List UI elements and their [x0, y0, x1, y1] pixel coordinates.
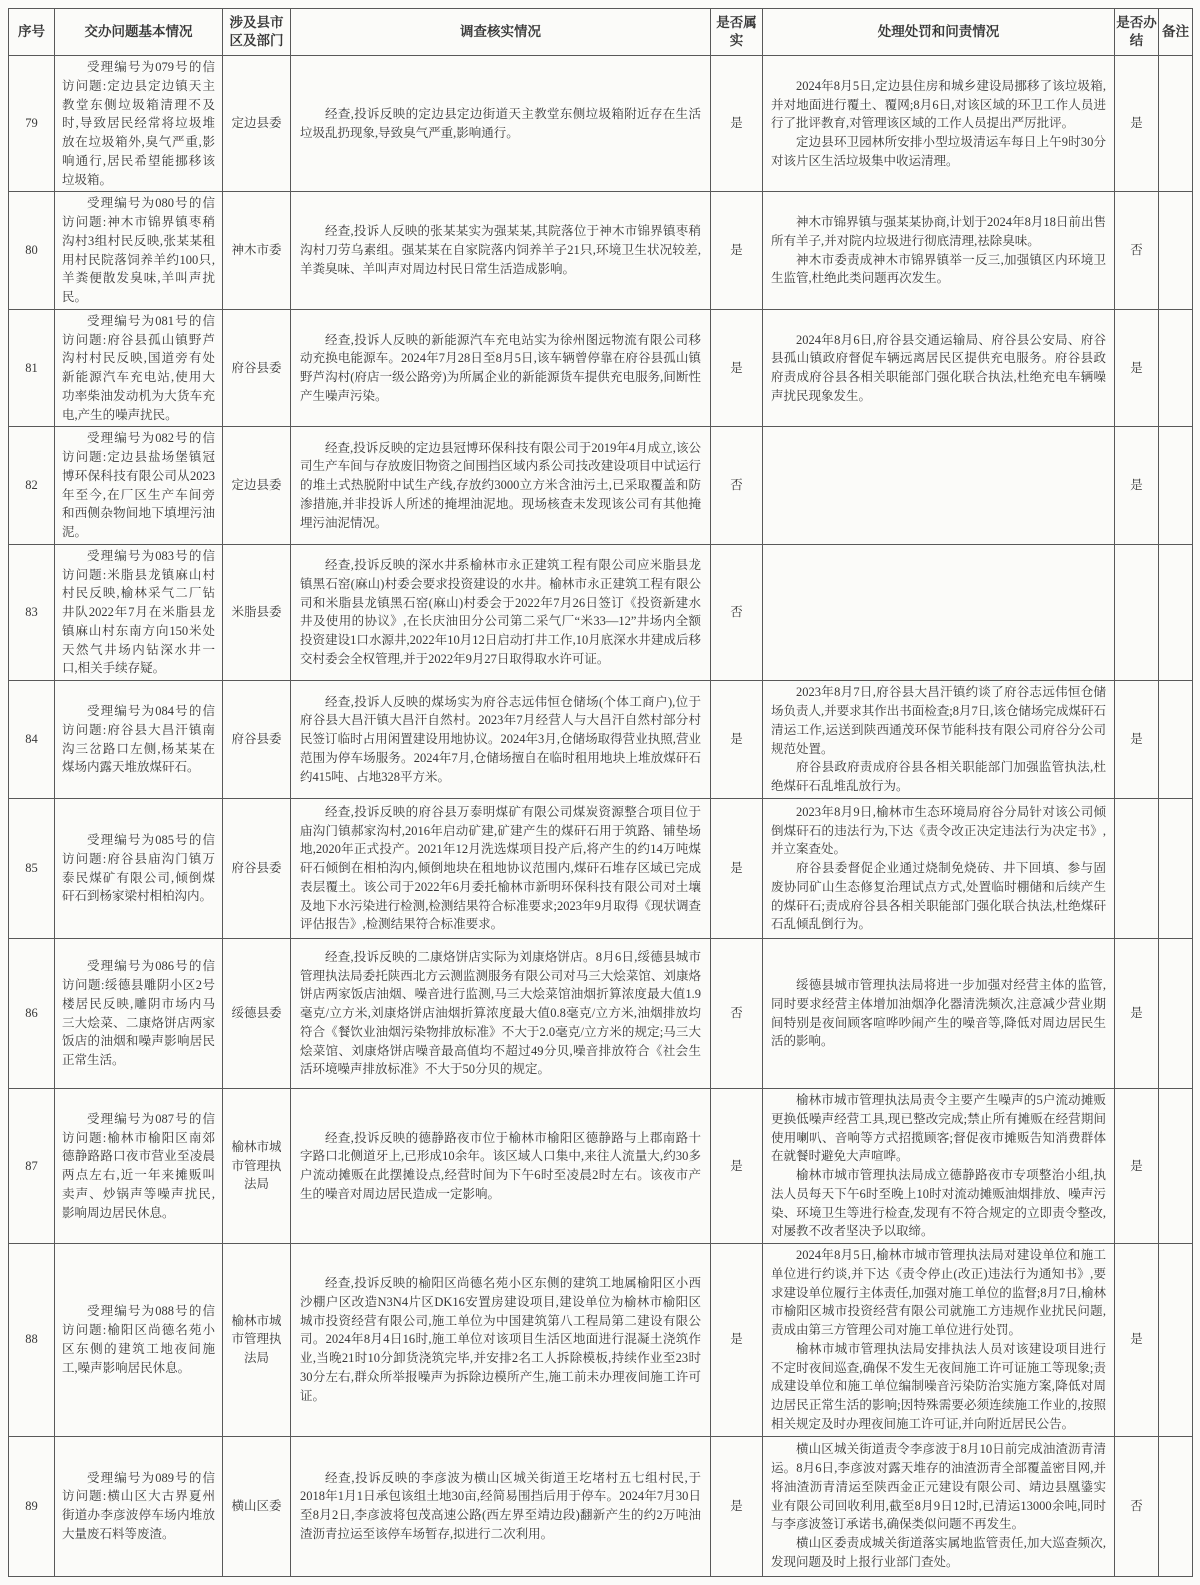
- handling-cell: [763, 1244, 1115, 1437]
- investigation-text: 经查,投诉反映的榆阳区尚德名苑小区东侧的建筑工地属榆阳区小西沙棚户区改造N3N4片区DK16安置房建设项目,建设单位为榆林市榆阳区城市投资经营有限公司,施工单位为中国建筑第八工程局第二建设有限公司。2024年8月4日16时,施工单位对该项目生活区地面进行混凝土浇筑作业,当晚21时10分卸货浇筑完毕,并安排2名工人拆除模板,持续作业至23时30分左右,群众所举报噪声为拆除边模所产生,施工前未办理夜间施工许可证。: [300, 1276, 701, 1403]
- remark-cell: [1159, 309, 1193, 427]
- investigation-cell: [291, 309, 711, 427]
- investigation-cell: [291, 799, 711, 939]
- handling-paragraph: 府谷县委督促企业通过烧制免烧砖、井下回填、参与固废协同矿山生态修复治理试点方式,处置临时棚储和后续产生的煤矸石;责成府谷县各相关职能部门强化联合执法,杜绝煤矸石乱倾乱倒行为。: [771, 861, 1106, 932]
- remark-cell: [1159, 799, 1193, 939]
- is-closed-cell: [1115, 799, 1159, 939]
- remark-cell: [1159, 1436, 1193, 1576]
- region-cell: 榆林市城市管理执法局: [223, 1089, 291, 1244]
- case-table: [8, 8, 1193, 1577]
- region-cell: 榆林市城市管理执法局: [223, 1244, 291, 1437]
- table-row: [9, 56, 1193, 192]
- row-number-cell: 85: [9, 799, 55, 939]
- problem-cell: [55, 544, 223, 680]
- region-cell: 府谷县委: [223, 309, 291, 427]
- handling-paragraph: 横山区城关街道责令李彦波于8月10日前完成油渣沥青清运。8月6日,李彦波对露天堆存的油渣沥青全部覆盖密目网,并将油渣沥青清运至陕西金正元建设有限公司、靖边县凰鍌实业有限公司回收利用,截至8月9日12时,已清运13000余吨,同时与李彦波签订承诺书,确保类似问题不再发生。: [771, 1442, 1106, 1532]
- problem-text: 受理编号为085号的信访问题:府谷县庙沟门镇万泰民煤矿有限公司,倾倒煤矸石到杨家梁村相柏沟内。: [62, 833, 215, 904]
- column-header: 是否属实: [711, 9, 763, 56]
- is-true-cell: 否: [711, 544, 763, 680]
- problem-cell: [55, 1089, 223, 1244]
- petition-cases-sheet: [8, 8, 1192, 1577]
- handling-paragraph: 神木市锦界镇与强某某协商,计划于2024年8月18日前出售所有羊子,并对院内垃圾进行彻底清理,祛除臭味。: [771, 215, 1106, 248]
- column-header: 涉及县市区及部门: [223, 9, 291, 56]
- table-row: [9, 309, 1193, 427]
- is-true-cell: 否: [711, 427, 763, 545]
- remark-cell: [1159, 427, 1193, 545]
- investigation-text: 经查,投诉反映的定边县冠博环保科技有限公司于2019年4月成立,该公司生产车间与存放废旧物资之间围挡区域内系公司技改建设项目中试运行的堆土式热脱附中试生产线,存放约3000立方米含油污土,已采取覆盖和防渗措施,并非投诉人所述的掩埋油泥地。现场核查未发现该公司有其他掩埋污油泥情况。: [300, 440, 701, 530]
- region-cell: 神木市委: [223, 192, 291, 310]
- investigation-text: 经查,投诉人反映的新能源汽车充电站实为徐州图远物流有限公司移动充换电能源车。2024年7月28日至8月5日,该车辆曾停靠在府谷县孤山镇野芦沟村(府店一级公路旁)为所属企业的新能源货车提供充电服务,间断性产生噪声污染。: [300, 332, 701, 403]
- handling-cell: [763, 681, 1115, 799]
- row-number-cell: 79: [9, 56, 55, 192]
- investigation-text: 经查,投诉反映的二康烙饼店实际为刘康烙饼店。8月6日,绥德县城市管理执法局委托陕西北方云测监测服务有限公司对马三大烩菜馆、刘康烙饼店两家饭店油烟、噪音进行监测,马三大烩菜馆油烟折算浓度最大值1.9毫克/立方米,刘康烙饼店油烟折算浓度最大值0.8毫克/立方米,油烟排放均符合《餐饮业油烟污染物排放标准》不大于2.0毫克/立方米的规定;马三大烩菜馆、刘康烙饼店噪音最高值均不超过49分贝,噪音排放符合《社会生活环境噪声排放标准》不大于50分贝的规定。: [300, 949, 701, 1077]
- problem-text: 受理编号为084号的信访问题:府谷县大昌汗镇南沟三岔路口左侧,杨某某在煤场内露天堆放煤矸石。: [62, 704, 215, 775]
- remark-cell: [1159, 1089, 1193, 1244]
- problem-cell: [55, 681, 223, 799]
- handling-paragraph: 横山区委责成城关街道落实属地监管责任,加大巡查频次,发现问题及时上报行业部门查处。: [771, 1536, 1106, 1569]
- handling-paragraph: 榆林市城市管理执法局责令主要产生噪声的5户流动摊贩更换低噪声经营工具,现已整改完成;禁止所有摊贩在经营期间使用喇叭、音响等方式招揽顾客;督促夜市摊贩告知消费群体在就餐时避免大声喧哗。: [771, 1093, 1106, 1164]
- table-row: [9, 939, 1193, 1089]
- remark-cell: [1159, 681, 1193, 799]
- is-closed-cell: 是: [1115, 681, 1159, 799]
- handling-paragraph: 2023年8月7日,府谷县大昌汗镇约谈了府谷志远伟恒仓储场负责人,并要求其作出书面检查;8月7日,该仓储场完成煤矸石清运工作,运送到陕西通茂环保节能科技有限公司府谷分公司规范处置。: [771, 685, 1106, 756]
- region-cell: 绥德县委: [223, 939, 291, 1089]
- problem-text: 受理编号为089号的信访问题:横山区大古界夏州街道办李彦波停车场内堆放大量废石料等废渣。: [62, 1470, 215, 1541]
- handling-cell: [763, 192, 1115, 310]
- problem-text: 受理编号为086号的信访问题:绥德县雕阴小区2号楼居民反映,雕阴市场内马三大烩菜、二康烙饼店两家饭店的油烟和噪声影响居民正常生活。: [62, 959, 215, 1067]
- problem-cell: [55, 427, 223, 545]
- is-true-cell: 是: [711, 681, 763, 799]
- is-closed-cell: 是: [1115, 1089, 1159, 1244]
- region-cell: 定边县委: [223, 56, 291, 192]
- table-row: [9, 192, 1193, 310]
- investigation-cell: [291, 939, 711, 1089]
- table-row: [9, 1089, 1193, 1244]
- row-number-cell: 87: [9, 1089, 55, 1244]
- column-header: 交办问题基本情况: [55, 9, 223, 56]
- problem-text: 受理编号为080号的信访问题:神木市锦界镇枣稍沟村3组村民反映,张某某租用村民院落饲养羊约100只,羊粪便散发臭味,羊叫声扰民。: [62, 196, 215, 304]
- remark-cell: [1159, 1244, 1193, 1437]
- region-cell: 米脂县委: [223, 544, 291, 680]
- is-closed-cell: 是: [1115, 939, 1159, 1089]
- handling-cell: [763, 544, 1115, 680]
- investigation-cell: [291, 1436, 711, 1576]
- investigation-cell: [291, 544, 711, 680]
- investigation-cell: [291, 427, 711, 545]
- investigation-text: 经查,投诉反映的府谷县万泰明煤矿有限公司煤炭资源整合项目位于庙沟门镇郝家沟村,2016年启动矿建,矿建产生的煤矸石用于筑路、铺垫场地,2020年正式投产。2021年12月洗选煤项目投产后,将产生的约14万吨煤矸石倾倒在相柏沟内,倾倒地块在租地协议范围内,煤矸石堆存区域已完成表层覆土。该公司于2022年6月委托榆林市新明环保科技有限公司对土壤及地下水污染进行检测,检测结果符合标准要求;2023年9月取得《现状调查评估报告》,检测结果符合标准要求。: [300, 804, 701, 932]
- handling-paragraph: 2024年8月5日,定边县住房和城乡建设局挪移了该垃圾箱,并对地面进行覆土、覆网;8月6日,对该区域的环卫工作人员进行了批评教育,对管理该区域的工作人员提出严厉批评。: [771, 78, 1106, 131]
- problem-cell: [55, 799, 223, 939]
- table-row: [9, 1244, 1193, 1437]
- handling-cell: [763, 1089, 1115, 1244]
- table-row: [9, 799, 1193, 939]
- row-number-cell: 89: [9, 1436, 55, 1576]
- region-cell: 府谷县委: [223, 681, 291, 799]
- is-true-cell: 是: [711, 309, 763, 427]
- row-number-cell: 80: [9, 192, 55, 310]
- handling-paragraph: 2023年8月9日,榆林市生态环境局府谷分局针对该公司倾倒煤矸石的违法行为,下达《责令改正决定违法行为决定书》,并立案查处。: [771, 804, 1106, 857]
- handling-paragraph: 榆林市城市管理执法局成立德静路夜市专项整治小组,执法人员每天下午6时至晚上10时对流动摊贩油烟排放、噪声污染、环境卫生等进行检查,发现有不符合规定的立即责令整改,对屡教不改者坚决予以取缔。: [771, 1168, 1106, 1239]
- investigation-text: 经查,投诉反映的深水井系榆林市永正建筑工程有限公司应米脂县龙镇黑石窑(麻山)村委会要求投资建设的水井。榆林市永正建筑工程有限公司和米脂县龙镇黑石窑(麻山)村委会于2022年7月26日签订《投资新建水井及使用的协议》,在长庆油田分公司第二采气厂“米33—12”井场内全额投资建设1口水源井,2022年10月12日启动打井工作,10月底深水井建成后移交村委会全权管理,并于2022年9月27日取得取水许可证。: [300, 558, 701, 666]
- is-true-cell: 是: [711, 56, 763, 192]
- is-closed-cell: 是: [1115, 309, 1159, 427]
- is-closed-cell: 是: [1115, 56, 1159, 192]
- problem-cell: [55, 56, 223, 192]
- investigation-cell: [291, 681, 711, 799]
- problem-text: 受理编号为082号的信访问题:定边县盐场堡镇冠博环保科技有限公司从2023年至今,在厂区生产车间旁和西侧杂物间地下填埋污油泥。: [62, 431, 215, 539]
- is-true-cell: 否: [711, 939, 763, 1089]
- handling-cell: [763, 799, 1115, 939]
- row-number-cell: 84: [9, 681, 55, 799]
- investigation-cell: [291, 56, 711, 192]
- handling-cell: [763, 309, 1115, 427]
- investigation-text: 经查,投诉人反映的煤场实为府谷志远伟恒仓储场(个体工商户),位于府谷县大昌汗镇大昌汗自然村。2023年7月经营人与大昌汗自然村部分村民签订临时占用闲置建设用地协议。2024年3月,仓储场取得营业执照,营业范围为停车场服务。2024年7月,仓储场擅自在临时租用地块上堆放煤矸石约415吨、占地328平方米。: [300, 694, 701, 784]
- investigation-text: 经查,投诉人反映的张某某实为强某某,其院落位于神木市锦界镇枣稍沟村刀劳乌素组。强某某在自家院落内饲养羊子21只,环境卫生状况较差,羊粪臭味、羊叫声对周边村民日常生活造成影响。: [300, 224, 701, 276]
- table-row: [9, 544, 1193, 680]
- investigation-cell: [291, 192, 711, 310]
- handling-cell: [763, 939, 1115, 1089]
- is-closed-cell: [1115, 544, 1159, 680]
- handling-cell: [763, 427, 1115, 545]
- investigation-text: 经查,投诉反映的定边县定边街道天主教堂东侧垃圾箱附近存在生活垃圾乱扔现象,导致臭气严重,影响通行。: [300, 106, 701, 140]
- is-closed-cell: 否: [1115, 192, 1159, 310]
- column-header: 序号: [9, 9, 55, 56]
- is-true-cell: 是: [711, 1089, 763, 1244]
- is-true-cell: 是: [711, 799, 763, 939]
- handling-paragraph: 绥德县城市管理执法局将进一步加强对经营主体的监管,同时要求经营主体增加油烟净化器清洗频次,注意减少营业期间特别是夜间顾客喧哗吵闹产生的噪音等,降低对周边居民生活的影响。: [771, 978, 1106, 1049]
- row-number-cell: 86: [9, 939, 55, 1089]
- problem-text: 受理编号为079号的信访问题:定边县定边镇天主教堂东侧垃圾箱清理不及时,导致居民经常将垃圾堆放在垃圾箱外,臭气严重,影响通行,居民希望能挪移该垃圾箱。: [62, 60, 215, 187]
- region-cell: 府谷县委: [223, 799, 291, 939]
- problem-text: 受理编号为081号的信访问题:府谷县孤山镇野芦沟村村民反映,国道旁有处新能源汽车充电站,使用大功率柴油发动机为大货车充电,产生的噪声扰民。: [62, 313, 215, 422]
- column-header: 调查核实情况: [291, 9, 711, 56]
- row-number-cell: 83: [9, 544, 55, 680]
- row-number-cell: 88: [9, 1244, 55, 1437]
- table-row: [9, 1436, 1193, 1576]
- row-number-cell: 81: [9, 309, 55, 427]
- column-header: 是否办结: [1115, 9, 1159, 56]
- remark-cell: [1159, 192, 1193, 310]
- problem-cell: [55, 1436, 223, 1576]
- is-true-cell: 是: [711, 1244, 763, 1437]
- problem-cell: [55, 939, 223, 1089]
- remark-cell: [1159, 939, 1193, 1089]
- handling-paragraph: 2024年8月5日,榆林市城市管理执法局对建设单位和施工单位进行约谈,并下达《责令停止(改正)违法行为通知书》,要求建设单位履行主体责任,加强对施工单位的监督;8月7日,榆林市榆阳区城市投资经营有限公司就施工方违规作业扰民问题,责成由第三方管理公司对施工单位进行处罚。: [771, 1248, 1106, 1337]
- handling-paragraph: 定边县环卫园林所安排小型垃圾清运车每日上午9时30分对该片区生活垃圾集中收运清理。: [771, 135, 1106, 168]
- handling-cell: [763, 56, 1115, 192]
- problem-cell: [55, 192, 223, 310]
- table-body: [9, 56, 1193, 1577]
- table-header: [9, 9, 1193, 56]
- is-closed-cell: 否: [1115, 1436, 1159, 1576]
- investigation-text: 经查,投诉反映的德静路夜市位于榆林市榆阳区德静路与上郡南路十字路口北侧道牙上,已形成10余年。该区域人口集中,来往人流量大,约30多户流动摊贩在此摆摊设点,经营时间为下午6时至凌晨2时左右。该夜市产生的噪音对周边居民造成一定影响。: [300, 1130, 701, 1201]
- is-closed-cell: 是: [1115, 427, 1159, 545]
- column-header: 备注: [1159, 9, 1193, 56]
- investigation-text: 经查,投诉反映的李彦波为横山区城关街道王圪堵村五七组村民,于2018年1月1日承包该组土地30亩,经简易围挡后用于停车。2024年7月30日至8月2日,李彦波将包茂高速公路(西左界至靖边段)翻新产生的约2万吨油渣沥青拉运至该停车场暂存,拟进行二次利用。: [300, 1470, 701, 1541]
- is-closed-cell: 是: [1115, 1244, 1159, 1437]
- problem-cell: [55, 1244, 223, 1437]
- problem-text: 受理编号为088号的信访问题:榆阳区尚德名苑小区东侧的建筑工地夜间施工,噪声影响居民休息。: [62, 1304, 215, 1375]
- problem-cell: [55, 309, 223, 427]
- handling-paragraph: 2024年8月6日,府谷县交通运输局、府谷县公安局、府谷县孤山镇政府督促车辆远离居民区提供充电服务。府谷县政府责成府谷县各相关职能部门强化联合执法,杜绝充电车辆噪声扰民现象发生。: [771, 332, 1106, 403]
- is-true-cell: 是: [711, 1436, 763, 1576]
- handling-paragraph: 神木市委责成神木市锦界镇举一反三,加强镇区内环境卫生监管,杜绝此类问题再次发生。: [771, 252, 1106, 286]
- is-true-cell: 是: [711, 192, 763, 310]
- problem-text: 受理编号为087号的信访问题:榆林市榆阳区南郊德静路路口夜市营业至凌晨两点左右,近一年来摊贩叫卖声、炒锅声等噪声扰民,影响周边居民休息。: [62, 1111, 215, 1220]
- column-header: 处理处罚和问责情况: [763, 9, 1115, 56]
- region-cell: 定边县委: [223, 427, 291, 545]
- investigation-cell: [291, 1244, 711, 1437]
- investigation-cell: [291, 1089, 711, 1244]
- problem-text: 受理编号为083号的信访问题:米脂县龙镇麻山村村民反映,榆林采气二厂钻井队2022年7月在米脂县龙镇麻山村东南方向150米处天然气井场内钻深水井一口,相关手续存疑。: [62, 548, 215, 676]
- table-row: [9, 427, 1193, 545]
- handling-cell: [763, 1436, 1115, 1576]
- remark-cell: [1159, 544, 1193, 680]
- handling-paragraph: 榆林市城市管理执法局安排执法人员对该建设项目进行不定时夜间巡查,确保不发生无夜间施工许可证施工等现象;责成建设单位和施工单位编制噪音污染防治实施方案,降低对周边居民正常生活的影响;因特殊需要必须连续施工作业的,按照相关规定及时办理夜间施工许可证,并向附近居民公告。: [771, 1341, 1106, 1431]
- handling-paragraph: 府谷县政府责成府谷县各相关职能部门加强监管执法,杜绝煤矸石乱堆乱放行为。: [771, 760, 1106, 793]
- row-number-cell: 82: [9, 427, 55, 545]
- region-cell: 横山区委: [223, 1436, 291, 1576]
- table-row: [9, 681, 1193, 799]
- remark-cell: [1159, 56, 1193, 192]
